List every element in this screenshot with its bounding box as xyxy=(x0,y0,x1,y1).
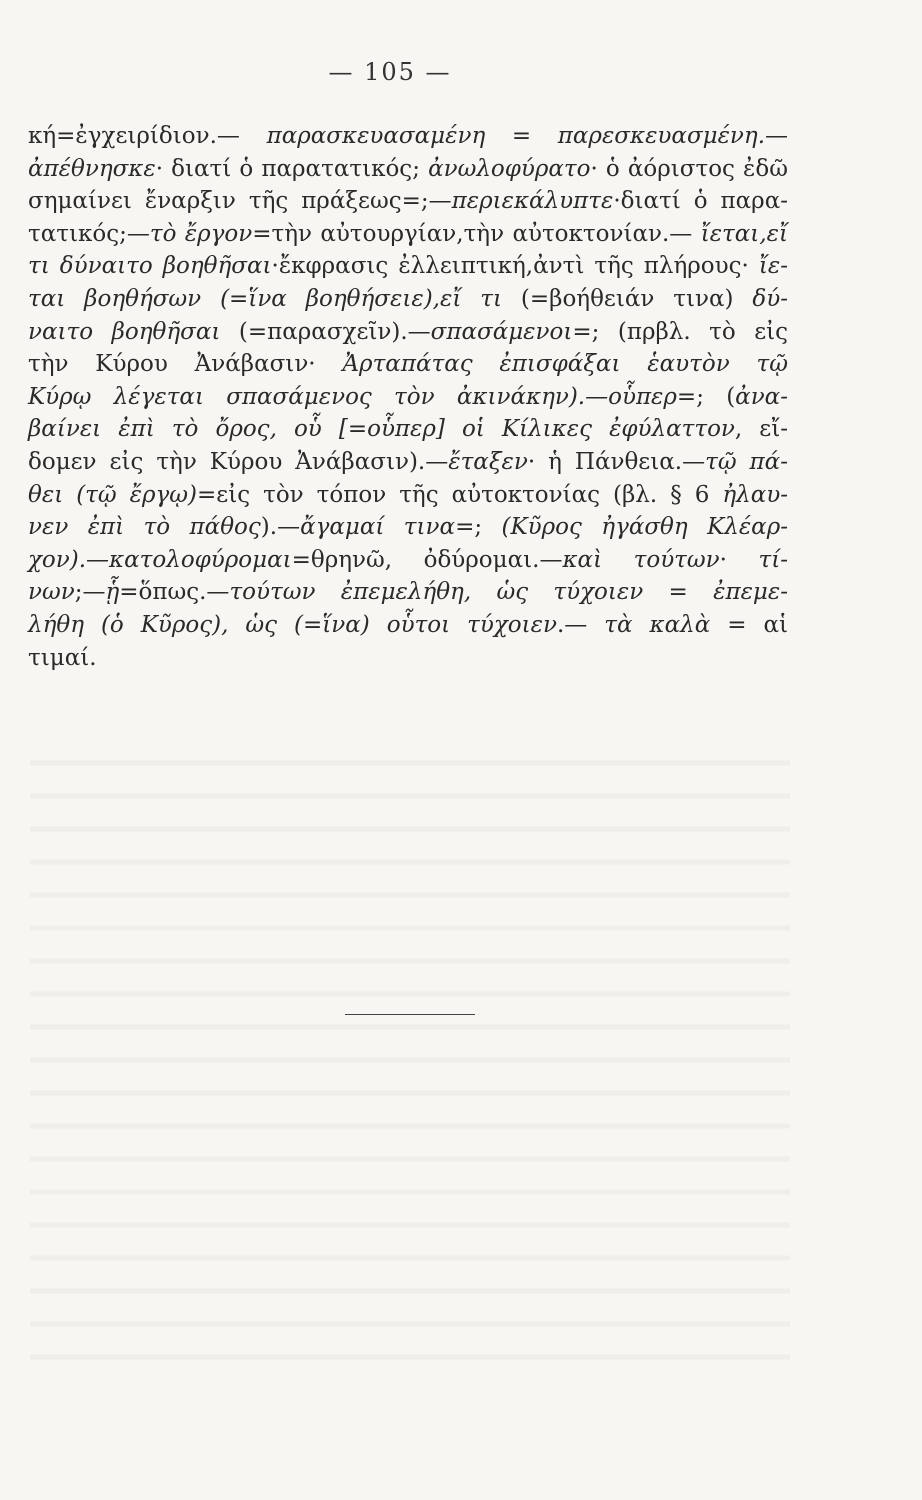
text-line xyxy=(28,120,788,153)
italic-term: ἀπέθνησκε xyxy=(28,155,156,182)
italic-term: ἴε- xyxy=(758,253,788,280)
text-line xyxy=(28,283,788,316)
italic-term: ᾗ xyxy=(105,579,120,606)
text-line xyxy=(28,479,788,512)
italic-term: ναιτο βοηθῆσαι xyxy=(28,318,221,345)
text-line xyxy=(28,544,788,577)
italic-term: ἠλαυ- xyxy=(722,481,788,508)
italic-term: Ἀρταπάτας ἐπισφάξαι ἑαυτὸν τῷ xyxy=(342,351,788,378)
text-segment: .— xyxy=(556,611,605,638)
text-segment: (=παρασχεῖν).— xyxy=(220,318,431,345)
italic-term: χον).—κατολοφύρομαι xyxy=(28,546,292,573)
text-segment: ·ἔκφρασις ἐλλειπτική,ἀντὶ τῆς πλήρους· xyxy=(271,253,759,280)
text-line xyxy=(28,316,788,349)
commentary-text xyxy=(28,120,788,674)
text-segment: ).— xyxy=(260,514,301,541)
italic-term: καὶ τούτων xyxy=(562,546,720,573)
text-line xyxy=(28,609,788,642)
italic-term: τούτων ἐπεμελήθη, ὡς τύχοιεν = ἐπεμε- xyxy=(229,579,788,606)
italic-term: σπασάμενοι xyxy=(430,318,573,345)
text-segment: ·διατί ὁ παρα- xyxy=(613,188,788,215)
italic-term: Κύρῳ λέγεται σπασάμενος τὸν ἀκινάκην).—οὗπερ xyxy=(28,383,677,410)
italic-term: θει (τῷ ἔργῳ) xyxy=(28,481,198,508)
italic-term: παρασκευασαμένη = παρεσκευασμένη.— xyxy=(266,123,789,149)
text-segment: τατικός;— xyxy=(28,220,150,247)
text-line xyxy=(28,185,788,218)
italic-term: νων xyxy=(28,579,75,606)
text-segment: , εἴ- xyxy=(734,416,788,443)
italic-term: νεν ἐπὶ τὸ πάθος xyxy=(28,514,261,541)
text-segment: τὴν Κύρου Ἀνάβασιν· xyxy=(28,351,343,378)
italic-term: δύ- xyxy=(752,285,789,312)
text-line xyxy=(28,576,788,609)
text-segment: · διατί ὁ παρατατικός; xyxy=(155,155,429,182)
italic-term: ἔταξεν xyxy=(448,448,528,475)
text-line xyxy=(28,153,788,186)
text-segment: σημαίνει ἔναρξιν τῆς πράξεως=;— xyxy=(28,188,452,215)
text-segment: = αἱ xyxy=(710,611,788,638)
italic-term: τῷ πά- xyxy=(705,448,788,475)
text-line xyxy=(28,250,788,283)
text-segment: =ὅπως.— xyxy=(119,579,230,606)
text-segment: =; (πρβλ. τὸ εἰς xyxy=(572,318,789,345)
text-segment: =εἰς τὸν τόπον τῆς αὐτοκτονίας (βλ. § 6 xyxy=(197,481,723,508)
text-segment: =τὴν αὐτουργίαν,τὴν αὐτοκτονίαν.— xyxy=(252,220,701,247)
bleed-through-texture xyxy=(30,740,790,1380)
italic-term: τὰ καλὰ xyxy=(604,611,711,638)
text-segment: · xyxy=(719,546,759,573)
italic-term: τι δύναιτο βοηθῆσαι xyxy=(28,253,272,280)
italic-term: ἀνωλοφύρατο xyxy=(428,155,591,182)
text-line xyxy=(28,446,788,479)
text-segment: =θρηνῶ, ὀδύρομαι.— xyxy=(291,546,563,573)
text-segment: =; ( xyxy=(676,383,736,410)
italic-term: (Κῦρος ἠγάσθη Κλέαρ- xyxy=(501,514,789,541)
text-line xyxy=(28,381,788,414)
text-line xyxy=(28,413,788,446)
text-segment: (=βοήθειάν τινα) xyxy=(502,285,753,312)
text-segment: κή=ἐγχειρίδιον.— xyxy=(28,123,267,149)
italic-term: λήθη (ὁ Κῦρος), ὡς (=ἵνα) οὗτοι τύχοιεν xyxy=(28,611,557,638)
text-segment: · ὁ ἀόριστος ἐδῶ xyxy=(590,155,788,182)
italic-term: ται βοηθήσων (=ἵνα βοηθήσειε),εἴ τι xyxy=(28,285,502,312)
italic-term: ἴεται,εἴ xyxy=(700,220,788,247)
text-line xyxy=(28,511,788,544)
text-segment: δομεν εἰς τὴν Κύρου Ἀνάβασιν).— xyxy=(28,448,449,475)
italic-term: περιεκάλυπτε xyxy=(451,188,614,215)
italic-term: ἀνα- xyxy=(735,383,788,410)
italic-term: τὸ ἔργον xyxy=(149,220,253,247)
italic-term: βαίνει ἐπὶ τὸ ὄρος, οὗ [=οὗπερ] οἱ Κίλικες ἐφύλαττον xyxy=(28,416,735,443)
text-segment: ;— xyxy=(74,579,106,606)
italic-term: ἄγαμαί τινα xyxy=(300,514,456,541)
text-segment: =; xyxy=(455,514,502,541)
section-divider xyxy=(345,1014,475,1015)
italic-term: τί- xyxy=(758,546,788,573)
page-number: — 105 — xyxy=(328,58,452,86)
text-segment: τιμαί. xyxy=(28,644,97,671)
text-line xyxy=(28,218,788,251)
text-line xyxy=(28,642,788,675)
text-line xyxy=(28,348,788,381)
text-segment: · ἡ Πάνθεια.— xyxy=(527,448,706,475)
